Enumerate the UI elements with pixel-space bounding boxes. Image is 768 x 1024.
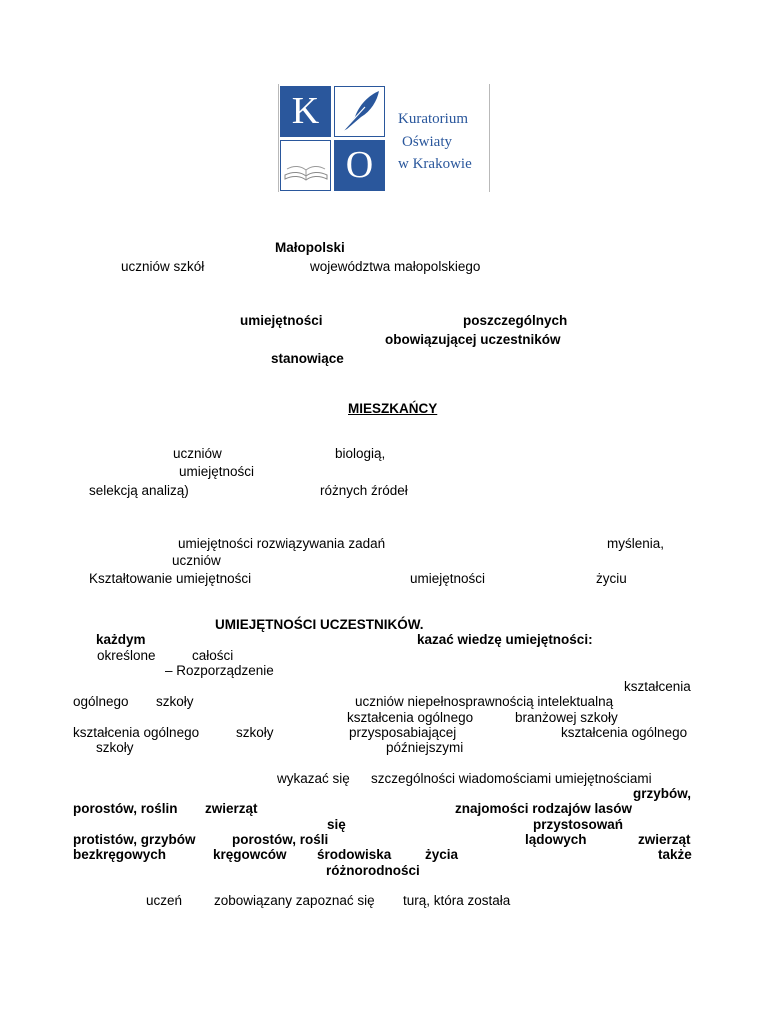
text-fragment: uczniów szkół (121, 259, 205, 274)
text-fragment: przysposabiającej (349, 725, 457, 740)
text-fragment: szkoły (96, 740, 134, 755)
logo-frame-right (489, 84, 490, 192)
text-fragment: kształcenia ogólnego (73, 725, 200, 740)
text-fragment: zobowiązany zapoznać się (214, 893, 375, 908)
text-fragment: bezkręgowych (73, 847, 167, 862)
text-fragment: życia (425, 847, 459, 862)
logo-name-line-2: Oświaty (402, 134, 452, 150)
text-fragment: umiejętności (240, 313, 323, 328)
text-fragment: umiejętności (410, 571, 486, 586)
text-fragment: różnorodności (326, 863, 420, 878)
text-fragment: późniejszymi (386, 740, 464, 755)
text-fragment: kręgowców (213, 847, 287, 862)
text-fragment: zwierząt (638, 832, 691, 847)
text-fragment: uczeń (146, 893, 183, 908)
text-fragment: każdym (96, 632, 146, 647)
text-fragment: biologią, (335, 446, 386, 461)
logo-quill-tile (334, 86, 385, 137)
text-fragment: myślenia, (607, 536, 665, 551)
section-heading: MIESZKAŃCY (348, 401, 438, 416)
text-fragment: stanowiące (271, 351, 344, 366)
logo-frame-left (278, 84, 279, 192)
text-fragment: obowiązującej uczestników (385, 332, 561, 347)
logo-letter-o: O (345, 144, 374, 186)
text-fragment: także (658, 847, 692, 862)
text-fragment: protistów, grzybów (73, 832, 196, 847)
text-fragment: lądowych (525, 832, 587, 847)
open-book-icon (281, 141, 330, 190)
text-fragment: szkoły (236, 725, 274, 740)
text-fragment: Małopolski (275, 240, 345, 255)
text-fragment: różnych źródeł (320, 483, 408, 498)
text-fragment: kształcenia (624, 679, 691, 694)
text-fragment: umiejętności rozwiązywania zadań (178, 536, 386, 551)
text-fragment: całości (192, 648, 234, 663)
text-fragment: porostów, roślin (73, 801, 178, 816)
text-fragment: uczniów niepełnosprawnością intelektualną (355, 694, 614, 709)
text-fragment: województwa małopolskiego (310, 259, 481, 274)
text-fragment: UMIEJĘTNOŚCI UCZESTNIKÓW. (215, 617, 424, 632)
logo-letter-k: K (291, 90, 320, 132)
text-fragment: określone (97, 648, 156, 663)
kuratorium-logo (278, 84, 490, 192)
logo-name-line-3: w Krakowie (398, 156, 472, 172)
text-fragment: znajomości rodzajów lasów (455, 801, 633, 816)
text-fragment: środowiska (317, 847, 392, 862)
logo-k-tile (280, 86, 331, 137)
text-fragment: turą, która została (403, 893, 511, 908)
text-fragment: selekcją analizą) (89, 483, 189, 498)
text-fragment: życiu (596, 571, 627, 586)
text-fragment: branżowej szkoły (515, 710, 618, 725)
text-fragment: szkoły (156, 694, 194, 709)
text-fragment: porostów, rośli (232, 832, 329, 847)
logo-o-tile (334, 140, 385, 191)
logo-name-line-1: Kuratorium (398, 111, 468, 127)
text-fragment: Kształtowanie umiejętności (89, 571, 252, 586)
text-fragment: grzybów, (633, 786, 692, 801)
text-fragment: poszczególnych (463, 313, 568, 328)
text-fragment: kształcenia ogólnego (561, 725, 688, 740)
text-fragment: kazać wiedzę umiejętności: (417, 632, 593, 647)
text-fragment: uczniów (172, 553, 221, 568)
text-fragment: – Rozporządzenie (165, 663, 274, 678)
text-fragment: się (327, 817, 346, 832)
text-fragment: uczniów (173, 446, 222, 461)
text-fragment: szczególności wiadomościami umiejętnościami (371, 771, 652, 786)
text-fragment: kształcenia ogólnego (347, 710, 474, 725)
quill-icon (335, 87, 384, 136)
text-fragment: ogólnego (73, 694, 129, 709)
text-fragment: zwierząt (205, 801, 258, 816)
logo-book-tile (280, 140, 331, 191)
text-fragment: wykazać się (277, 771, 350, 786)
text-fragment: umiejętności (179, 464, 255, 479)
text-fragment: przystosowań (533, 817, 624, 832)
